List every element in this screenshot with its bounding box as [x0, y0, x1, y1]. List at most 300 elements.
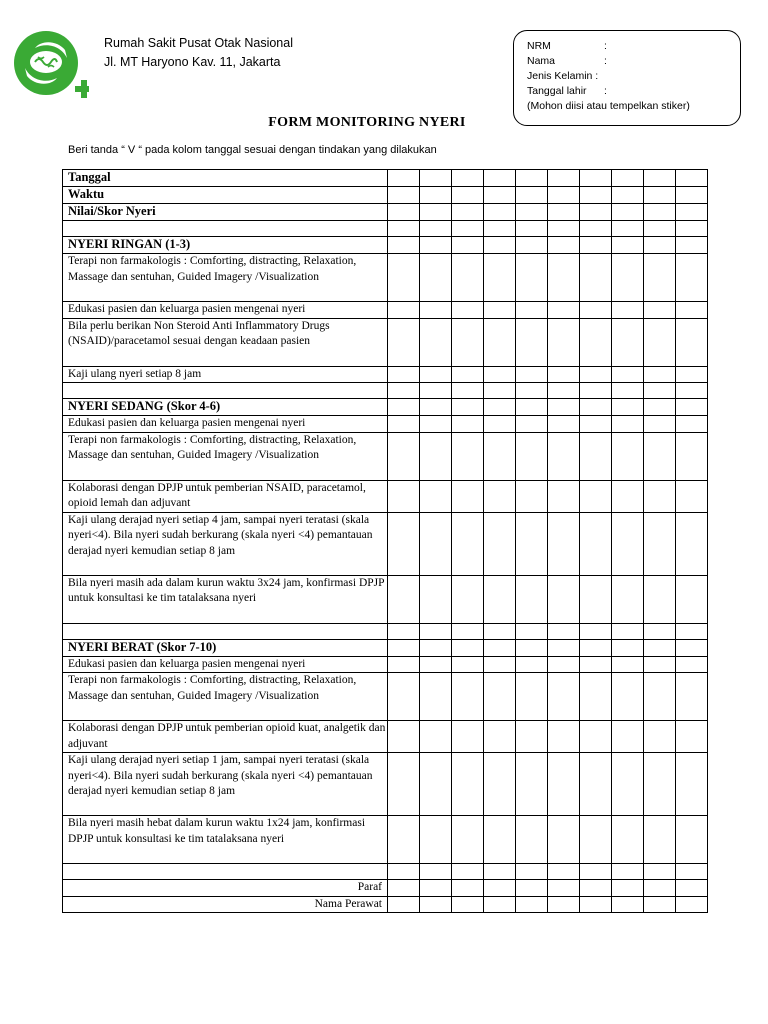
checkmark-cell[interactable] — [644, 673, 676, 721]
checkmark-cell[interactable] — [580, 880, 612, 897]
checkmark-cell[interactable] — [452, 416, 484, 433]
row-description-cell: Edukasi pasien dan keluarga pasien mengenai nyeri — [63, 416, 388, 433]
checkmark-cell[interactable] — [612, 416, 644, 433]
checkmark-cell[interactable] — [516, 864, 548, 880]
checkmark-cell[interactable] — [548, 721, 580, 753]
row-description-cell: Kaji ulang derajad nyeri setiap 1 jam, sampai nyeri teratasi (skala nyeri<4). Bila nyeri sudah berkurang (skala nyeri <4) pemantauan derajad nyeri kemudian setiap 8 jam — [63, 753, 388, 816]
checkmark-cell[interactable] — [516, 399, 548, 416]
checkmark-cell[interactable] — [644, 237, 676, 254]
table-row — [63, 721, 708, 753]
checkmark-cell[interactable] — [676, 673, 708, 721]
checkmark-cell[interactable] — [676, 399, 708, 416]
checkmark-cell[interactable] — [548, 416, 580, 433]
checkmark-cell[interactable] — [484, 318, 516, 366]
table-row — [63, 302, 708, 319]
checkmark-cell[interactable] — [612, 623, 644, 639]
checkmark-cell[interactable] — [612, 656, 644, 673]
checkmark-cell[interactable] — [676, 864, 708, 880]
checkmark-cell[interactable] — [516, 416, 548, 433]
checkmark-cell[interactable] — [644, 383, 676, 399]
checkmark-cell[interactable] — [676, 623, 708, 639]
checkmark-cell[interactable] — [420, 383, 452, 399]
checkmark-cell[interactable] — [516, 187, 548, 204]
checkmark-cell[interactable] — [612, 366, 644, 383]
checkmark-cell[interactable] — [388, 512, 420, 575]
checkmark-cell[interactable] — [580, 204, 612, 221]
checkmark-cell[interactable] — [580, 864, 612, 880]
checkmark-cell[interactable] — [484, 656, 516, 673]
checkmark-cell[interactable] — [516, 383, 548, 399]
checkmark-cell[interactable] — [452, 673, 484, 721]
checkmark-cell[interactable] — [644, 221, 676, 237]
checkmark-cell[interactable] — [580, 221, 612, 237]
checkmark-cell[interactable] — [516, 623, 548, 639]
table-row — [63, 399, 708, 416]
checkmark-cell[interactable] — [580, 639, 612, 656]
checkmark-cell[interactable] — [420, 816, 452, 864]
checkmark-cell[interactable] — [612, 864, 644, 880]
checkmark-cell[interactable] — [484, 254, 516, 302]
checkmark-cell[interactable] — [612, 512, 644, 575]
checkmark-cell[interactable] — [676, 187, 708, 204]
table-row — [63, 416, 708, 433]
checkmark-cell[interactable] — [644, 302, 676, 319]
checkmark-cell[interactable] — [548, 204, 580, 221]
table-row — [63, 623, 708, 639]
checkmark-cell[interactable] — [644, 254, 676, 302]
table-row — [63, 318, 708, 366]
patient-field-value: : — [604, 55, 607, 67]
checkmark-cell[interactable] — [388, 221, 420, 237]
checkmark-cell[interactable] — [388, 623, 420, 639]
checkmark-cell[interactable] — [516, 816, 548, 864]
checkmark-cell[interactable] — [388, 721, 420, 753]
checkmark-cell[interactable] — [484, 480, 516, 512]
checkmark-cell[interactable] — [452, 204, 484, 221]
checkmark-cell[interactable] — [388, 187, 420, 204]
checkmark-cell[interactable] — [644, 432, 676, 480]
checkmark-cell[interactable] — [452, 432, 484, 480]
checkmark-cell[interactable] — [452, 302, 484, 319]
checkmark-cell[interactable] — [484, 399, 516, 416]
checkmark-cell[interactable] — [644, 480, 676, 512]
checkmark-cell[interactable] — [644, 656, 676, 673]
checkmark-cell[interactable] — [548, 187, 580, 204]
checkmark-cell[interactable] — [388, 432, 420, 480]
checkmark-cell[interactable] — [548, 318, 580, 366]
checkmark-cell[interactable] — [516, 237, 548, 254]
checkmark-cell[interactable] — [644, 204, 676, 221]
checkmark-cell[interactable] — [612, 204, 644, 221]
checkmark-cell[interactable] — [548, 480, 580, 512]
checkmark-cell[interactable] — [420, 302, 452, 319]
checkmark-cell[interactable] — [388, 864, 420, 880]
table-row — [63, 673, 708, 721]
checkmark-cell[interactable] — [612, 221, 644, 237]
checkmark-cell[interactable] — [420, 673, 452, 721]
checkmark-cell[interactable] — [388, 302, 420, 319]
checkmark-cell[interactable] — [580, 623, 612, 639]
checkmark-cell[interactable] — [580, 512, 612, 575]
checkmark-cell[interactable] — [388, 204, 420, 221]
checkmark-cell[interactable] — [420, 204, 452, 221]
checkmark-cell[interactable] — [644, 816, 676, 864]
checkmark-cell[interactable] — [420, 639, 452, 656]
checkmark-cell[interactable] — [388, 673, 420, 721]
checkmark-cell[interactable] — [612, 639, 644, 656]
checkmark-cell[interactable] — [676, 753, 708, 816]
checkmark-cell[interactable] — [612, 187, 644, 204]
checkmark-cell[interactable] — [644, 896, 676, 913]
checkmark-cell[interactable] — [676, 416, 708, 433]
checkmark-cell[interactable] — [484, 721, 516, 753]
checkmark-cell[interactable] — [644, 753, 676, 816]
checkmark-cell[interactable] — [612, 237, 644, 254]
table-row — [63, 656, 708, 673]
patient-field-value: : — [604, 40, 607, 52]
checkmark-cell[interactable] — [516, 721, 548, 753]
table-row — [63, 254, 708, 302]
checkmark-cell[interactable] — [388, 575, 420, 623]
checkmark-cell[interactable] — [420, 512, 452, 575]
checkmark-cell[interactable] — [452, 480, 484, 512]
checkmark-cell[interactable] — [644, 399, 676, 416]
checkmark-cell[interactable] — [516, 753, 548, 816]
checkmark-cell[interactable] — [676, 237, 708, 254]
checkmark-cell[interactable] — [484, 753, 516, 816]
checkmark-cell[interactable] — [516, 880, 548, 897]
checkmark-cell[interactable] — [420, 864, 452, 880]
checkmark-cell[interactable] — [676, 170, 708, 187]
checkmark-cell[interactable] — [580, 170, 612, 187]
checkmark-cell[interactable] — [548, 816, 580, 864]
checkmark-cell[interactable] — [580, 896, 612, 913]
checkmark-cell[interactable] — [388, 480, 420, 512]
checkmark-cell[interactable] — [676, 880, 708, 897]
checkmark-cell[interactable] — [484, 432, 516, 480]
hospital-name: Rumah Sakit Pusat Otak Nasional — [104, 36, 293, 50]
checkmark-cell[interactable] — [516, 302, 548, 319]
checkmark-cell[interactable] — [548, 896, 580, 913]
checkmark-cell[interactable] — [548, 656, 580, 673]
row-description-cell: NYERI SEDANG (Skor 4-6) — [63, 399, 388, 416]
checkmark-cell[interactable] — [548, 254, 580, 302]
patient-field-value: : — [604, 85, 607, 97]
checkmark-cell[interactable] — [612, 432, 644, 480]
checkmark-cell[interactable] — [388, 816, 420, 864]
monitoring-table — [62, 169, 708, 913]
checkmark-cell[interactable] — [452, 639, 484, 656]
checkmark-cell[interactable] — [452, 318, 484, 366]
checkmark-cell[interactable] — [484, 639, 516, 656]
checkmark-cell[interactable] — [420, 721, 452, 753]
table-row — [63, 204, 708, 221]
checkmark-cell[interactable] — [548, 673, 580, 721]
checkmark-cell[interactable] — [420, 366, 452, 383]
checkmark-cell[interactable] — [644, 318, 676, 366]
checkmark-cell[interactable] — [452, 399, 484, 416]
checkmark-cell[interactable] — [484, 880, 516, 897]
checkmark-cell[interactable] — [388, 753, 420, 816]
checkmark-cell[interactable] — [644, 187, 676, 204]
checkmark-cell[interactable] — [484, 816, 516, 864]
checkmark-cell[interactable] — [548, 864, 580, 880]
checkmark-cell[interactable] — [420, 480, 452, 512]
checkmark-cell[interactable] — [644, 366, 676, 383]
checkmark-cell[interactable] — [452, 753, 484, 816]
checkmark-cell[interactable] — [612, 753, 644, 816]
checkmark-cell[interactable] — [388, 880, 420, 897]
checkmark-cell[interactable] — [580, 383, 612, 399]
checkmark-cell[interactable] — [580, 480, 612, 512]
checkmark-cell[interactable] — [388, 170, 420, 187]
checkmark-cell[interactable] — [580, 656, 612, 673]
checkmark-cell[interactable] — [676, 318, 708, 366]
checkmark-cell[interactable] — [484, 512, 516, 575]
patient-box-note: (Mohon diisi atau tempelkan stiker) — [527, 100, 690, 112]
checkmark-cell[interactable] — [452, 880, 484, 897]
checkmark-cell[interactable] — [388, 399, 420, 416]
checkmark-cell[interactable] — [516, 639, 548, 656]
checkmark-cell[interactable] — [388, 656, 420, 673]
checkmark-cell[interactable] — [420, 254, 452, 302]
checkmark-cell[interactable] — [388, 237, 420, 254]
checkmark-cell[interactable] — [580, 416, 612, 433]
checkmark-cell[interactable] — [420, 656, 452, 673]
checkmark-cell[interactable] — [612, 816, 644, 864]
row-description-cell: NYERI RINGAN (1-3) — [63, 237, 388, 254]
checkmark-cell[interactable] — [420, 623, 452, 639]
checkmark-cell[interactable] — [612, 254, 644, 302]
checkmark-cell[interactable] — [548, 623, 580, 639]
checkmark-cell[interactable] — [516, 204, 548, 221]
checkmark-cell[interactable] — [580, 318, 612, 366]
checkmark-cell[interactable] — [676, 721, 708, 753]
checkmark-cell[interactable] — [676, 896, 708, 913]
checkmark-cell[interactable] — [676, 575, 708, 623]
checkmark-cell[interactable] — [484, 237, 516, 254]
checkmark-cell[interactable] — [420, 896, 452, 913]
checkmark-cell[interactable] — [516, 896, 548, 913]
checkmark-cell[interactable] — [484, 221, 516, 237]
checkmark-cell[interactable] — [516, 656, 548, 673]
row-description-cell — [63, 864, 388, 880]
checkmark-cell[interactable] — [516, 221, 548, 237]
checkmark-cell[interactable] — [644, 575, 676, 623]
checkmark-cell[interactable] — [580, 237, 612, 254]
checkmark-cell[interactable] — [612, 896, 644, 913]
checkmark-cell[interactable] — [452, 721, 484, 753]
checkmark-cell[interactable] — [612, 399, 644, 416]
row-description-cell: Edukasi pasien dan keluarga pasien mengenai nyeri — [63, 656, 388, 673]
row-description-cell — [63, 383, 388, 399]
checkmark-cell[interactable] — [420, 187, 452, 204]
checkmark-cell[interactable] — [612, 575, 644, 623]
checkmark-cell[interactable] — [420, 880, 452, 897]
checkmark-cell[interactable] — [548, 366, 580, 383]
checkmark-cell[interactable] — [548, 880, 580, 897]
table-row — [63, 383, 708, 399]
checkmark-cell[interactable] — [548, 302, 580, 319]
checkmark-cell[interactable] — [388, 639, 420, 656]
checkmark-cell[interactable] — [388, 318, 420, 366]
checkmark-cell[interactable] — [644, 416, 676, 433]
checkmark-cell[interactable] — [580, 366, 612, 383]
checkmark-cell[interactable] — [420, 575, 452, 623]
checkmark-cell[interactable] — [580, 673, 612, 721]
checkmark-cell[interactable] — [516, 254, 548, 302]
row-description-cell: Tanggal — [63, 170, 388, 187]
checkmark-cell[interactable] — [484, 383, 516, 399]
checkmark-cell[interactable] — [676, 221, 708, 237]
patient-field-label: NRM — [527, 40, 551, 52]
checkmark-cell[interactable] — [612, 318, 644, 366]
checkmark-cell[interactable] — [388, 896, 420, 913]
checkmark-cell[interactable] — [548, 383, 580, 399]
checkmark-cell[interactable] — [516, 170, 548, 187]
checkmark-cell[interactable] — [612, 673, 644, 721]
checkmark-cell[interactable] — [484, 416, 516, 433]
checkmark-cell[interactable] — [612, 383, 644, 399]
checkmark-cell[interactable] — [452, 575, 484, 623]
checkmark-cell[interactable] — [420, 237, 452, 254]
checkmark-cell[interactable] — [484, 187, 516, 204]
checkmark-cell[interactable] — [676, 656, 708, 673]
checkmark-cell[interactable] — [484, 302, 516, 319]
checkmark-cell[interactable] — [548, 753, 580, 816]
checkmark-cell[interactable] — [420, 221, 452, 237]
table-row — [63, 880, 708, 897]
checkmark-cell[interactable] — [388, 383, 420, 399]
checkmark-cell[interactable] — [452, 383, 484, 399]
checkmark-cell[interactable] — [452, 170, 484, 187]
checkmark-cell[interactable] — [644, 170, 676, 187]
checkmark-cell[interactable] — [516, 318, 548, 366]
checkmark-cell[interactable] — [452, 512, 484, 575]
checkmark-cell[interactable] — [676, 204, 708, 221]
checkmark-cell[interactable] — [516, 512, 548, 575]
checkmark-cell[interactable] — [676, 254, 708, 302]
checkmark-cell[interactable] — [484, 170, 516, 187]
checkmark-cell[interactable] — [452, 366, 484, 383]
checkmark-cell[interactable] — [484, 864, 516, 880]
checkmark-cell[interactable] — [580, 753, 612, 816]
checkmark-cell[interactable] — [548, 221, 580, 237]
row-description-cell: Kaji ulang nyeri setiap 8 jam — [63, 366, 388, 383]
checkmark-cell[interactable] — [420, 753, 452, 816]
checkmark-cell[interactable] — [484, 623, 516, 639]
checkmark-cell[interactable] — [644, 864, 676, 880]
checkmark-cell[interactable] — [676, 512, 708, 575]
checkmark-cell[interactable] — [580, 721, 612, 753]
checkmark-cell[interactable] — [612, 721, 644, 753]
patient-name-row — [527, 54, 740, 69]
checkmark-cell[interactable] — [516, 480, 548, 512]
checkmark-cell[interactable] — [548, 575, 580, 623]
checkmark-cell[interactable] — [612, 170, 644, 187]
checkmark-cell[interactable] — [452, 864, 484, 880]
checkmark-cell[interactable] — [548, 170, 580, 187]
checkmark-cell[interactable] — [484, 575, 516, 623]
checkmark-cell[interactable] — [676, 480, 708, 512]
hospital-logo — [11, 28, 89, 100]
checkmark-cell[interactable] — [420, 399, 452, 416]
checkmark-cell[interactable] — [516, 366, 548, 383]
checkmark-cell[interactable] — [452, 254, 484, 302]
row-description-cell: Kolaborasi dengan DPJP untuk pemberian opioid kuat, analgetik dan adjuvant — [63, 721, 388, 753]
table-row — [63, 864, 708, 880]
checkmark-cell[interactable] — [644, 512, 676, 575]
checkmark-cell[interactable] — [516, 432, 548, 480]
checkmark-cell[interactable] — [644, 880, 676, 897]
checkmark-cell[interactable] — [516, 673, 548, 721]
checkmark-cell[interactable] — [452, 237, 484, 254]
checkmark-cell[interactable] — [484, 204, 516, 221]
checkmark-cell[interactable] — [548, 639, 580, 656]
table-row — [63, 896, 708, 913]
checkmark-cell[interactable] — [484, 896, 516, 913]
checkmark-cell[interactable] — [420, 432, 452, 480]
checkmark-cell[interactable] — [676, 383, 708, 399]
checkmark-cell[interactable] — [388, 254, 420, 302]
checkmark-cell[interactable] — [612, 880, 644, 897]
patient-dob-row — [527, 84, 740, 99]
checkmark-cell[interactable] — [548, 432, 580, 480]
checkmark-cell[interactable] — [548, 399, 580, 416]
checkmark-cell[interactable] — [580, 432, 612, 480]
checkmark-cell[interactable] — [420, 318, 452, 366]
checkmark-cell[interactable] — [644, 721, 676, 753]
checkmark-cell[interactable] — [452, 221, 484, 237]
checkmark-cell[interactable] — [548, 512, 580, 575]
checkmark-cell[interactable] — [548, 237, 580, 254]
checkmark-cell[interactable] — [516, 575, 548, 623]
table-row — [63, 480, 708, 512]
checkmark-cell[interactable] — [388, 366, 420, 383]
checkmark-cell[interactable] — [452, 187, 484, 204]
checkmark-cell[interactable] — [676, 816, 708, 864]
checkmark-cell[interactable] — [580, 575, 612, 623]
checkmark-cell[interactable] — [580, 302, 612, 319]
instruction-text: Beri tanda “ V “ pada kolom tanggal sesuai dengan tindakan yang dilakukan — [68, 144, 437, 156]
checkmark-cell[interactable] — [580, 399, 612, 416]
checkmark-cell[interactable] — [484, 673, 516, 721]
form-title: FORM MONITORING NYERI — [268, 115, 466, 130]
checkmark-cell[interactable] — [644, 639, 676, 656]
table-row — [63, 221, 708, 237]
checkmark-cell[interactable] — [676, 366, 708, 383]
checkmark-cell[interactable] — [484, 366, 516, 383]
checkmark-cell[interactable] — [612, 302, 644, 319]
checkmark-cell[interactable] — [676, 432, 708, 480]
checkmark-cell[interactable] — [452, 623, 484, 639]
checkmark-cell[interactable] — [420, 416, 452, 433]
checkmark-cell[interactable] — [420, 170, 452, 187]
checkmark-cell[interactable] — [580, 187, 612, 204]
checkmark-cell[interactable] — [612, 480, 644, 512]
checkmark-cell[interactable] — [452, 896, 484, 913]
checkmark-cell[interactable] — [676, 639, 708, 656]
checkmark-cell[interactable] — [580, 816, 612, 864]
row-description-cell: Bila nyeri masih ada dalam kurun waktu 3x24 jam, konfirmasi DPJP untuk konsultasi ke tim tatalaksana nyeri — [63, 575, 388, 623]
table-row — [63, 575, 708, 623]
checkmark-cell[interactable] — [452, 656, 484, 673]
checkmark-cell[interactable] — [388, 416, 420, 433]
checkmark-cell[interactable] — [644, 623, 676, 639]
checkmark-cell[interactable] — [580, 254, 612, 302]
checkmark-cell[interactable] — [676, 302, 708, 319]
checkmark-cell[interactable] — [452, 816, 484, 864]
